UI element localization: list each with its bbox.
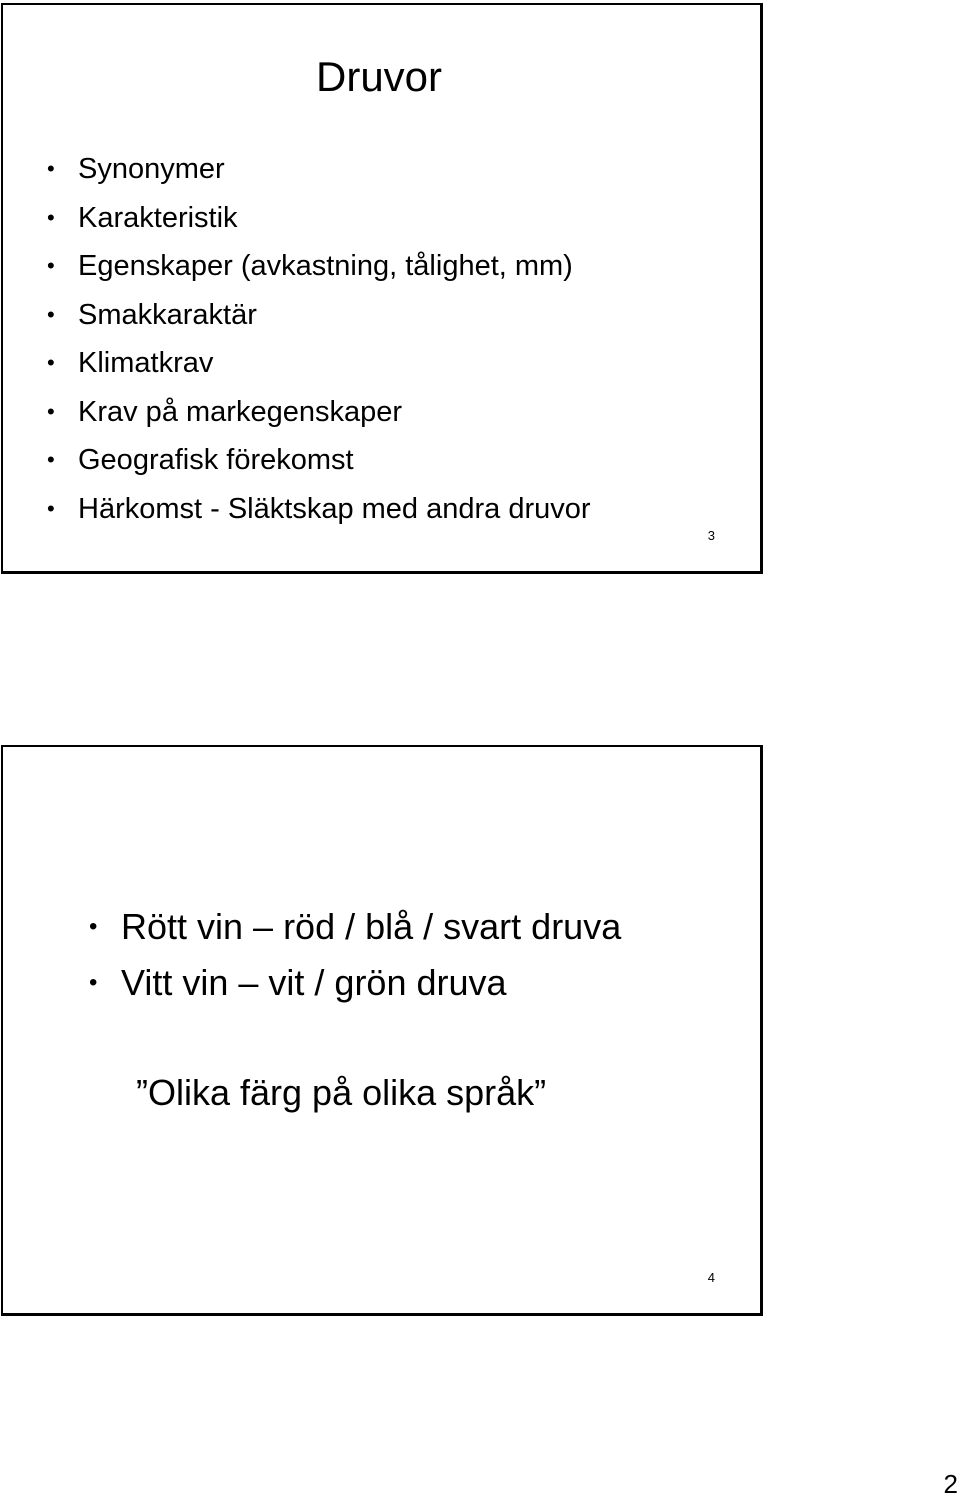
bullet-text: Karakteristik — [78, 201, 238, 234]
list-item — [47, 145, 591, 194]
bullet-icon: • — [47, 398, 55, 424]
bullet-text: Egenskaper (avkastning, tålighet, mm) — [78, 250, 573, 282]
bullet-icon: • — [47, 204, 55, 230]
list-item — [47, 291, 591, 340]
slide-number: 4 — [707, 1270, 715, 1285]
slide-4 — [1, 745, 763, 1316]
list-item — [47, 194, 591, 243]
bullet-list — [47, 145, 591, 533]
slide-3 — [1, 3, 763, 574]
list-item — [47, 436, 591, 485]
bullet-icon: • — [89, 913, 98, 940]
list-item — [47, 339, 591, 388]
bullet-icon: • — [47, 253, 55, 278]
bullet-text: Rött vin – röd / blå / svart druva — [121, 906, 622, 947]
bullet-text: Krav på markegenskaper — [78, 395, 402, 428]
bullet-icon: • — [47, 301, 55, 327]
bullet-text: Smakkaraktär — [78, 298, 257, 331]
list-item — [47, 485, 591, 534]
bullet-icon: • — [47, 156, 55, 181]
page-number: 2 — [943, 1469, 958, 1499]
slide-number: 3 — [707, 528, 715, 543]
slide-title: Druvor — [316, 53, 443, 100]
bullet-text: Vitt vin – vit / grön druva — [121, 962, 507, 1003]
bullet-text: Synonymer — [78, 153, 225, 185]
list-item — [47, 388, 591, 437]
list-item — [47, 242, 591, 291]
bullet-text: Härkomst - Släktskap med andra druvor — [78, 492, 591, 525]
list-item — [89, 899, 621, 955]
bullet-icon: • — [47, 447, 55, 472]
bullet-text: Geografisk förekomst — [78, 444, 354, 476]
list-item — [89, 955, 621, 1011]
bullet-icon: • — [47, 495, 55, 521]
bullet-list — [89, 899, 621, 1011]
bullet-icon: • — [89, 969, 98, 996]
note-text: ”Olika färg på olika språk” — [136, 1072, 547, 1113]
bullet-icon: • — [47, 350, 55, 375]
bullet-text: Klimatkrav — [78, 347, 214, 379]
